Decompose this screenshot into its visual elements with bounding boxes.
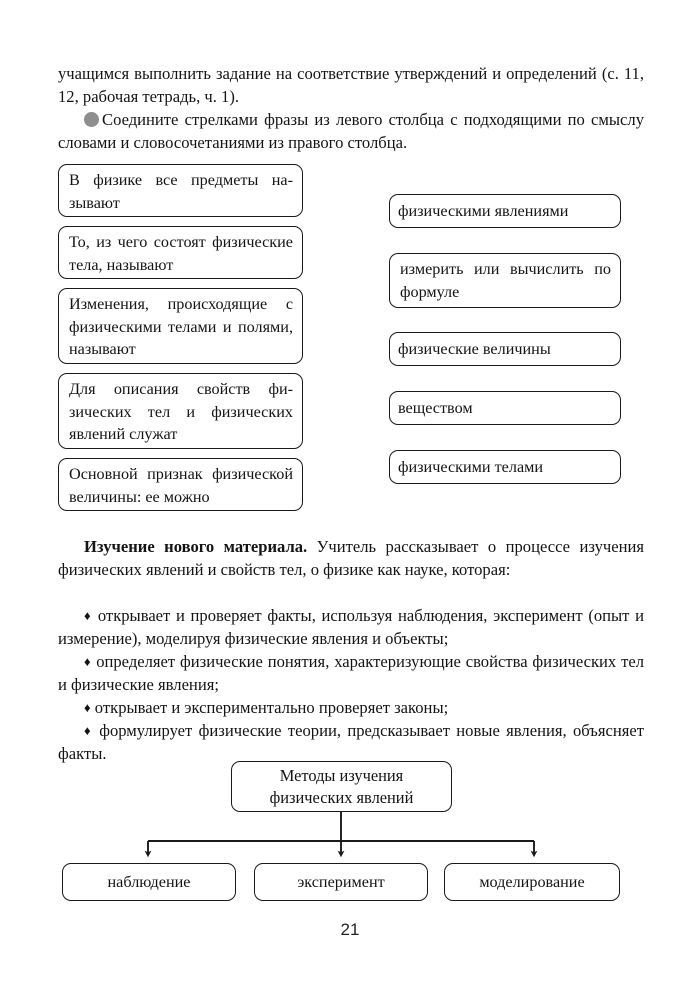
left-phrase-box-5[interactable]	[58, 458, 303, 511]
flowchart-child-label-2: эксперимент	[297, 872, 385, 891]
task-instruction-text: Соедините стрелками фразы из левого столбца с подходящими по смыслу словами и словосочетаниями из правого столбца.	[58, 110, 644, 152]
bullet-item-2	[58, 650, 644, 696]
intro-paragraph	[58, 62, 644, 108]
flowchart-root-box[interactable]	[231, 761, 452, 812]
flowchart-child-box-3[interactable]	[444, 863, 620, 901]
left-phrase-text-5: Основной признак физической величины: ее можно	[69, 465, 293, 506]
task-instruction-paragraph	[58, 108, 644, 154]
right-answer-box-5[interactable]	[389, 450, 621, 484]
page-number: 21	[340, 920, 360, 939]
lesson-intro-paragraph	[58, 535, 644, 581]
right-answer-box-4[interactable]	[389, 391, 621, 425]
task-instruction-block	[58, 108, 644, 154]
left-phrase-text-1: В физике все предметы называют	[69, 171, 293, 212]
bullet-item-1	[58, 604, 644, 650]
left-phrase-box-2[interactable]	[58, 226, 303, 279]
methods-flowchart	[0, 755, 700, 915]
right-answer-box-1[interactable]	[389, 194, 621, 228]
diamond-bullet-icon-3: ♦	[84, 700, 91, 715]
flowchart-child-box-2[interactable]	[254, 863, 428, 901]
diamond-bullet-icon-2: ♦	[84, 654, 92, 669]
continuation-paragraph-text: учащимся выполнить задание на соответствие утверждений и определений (с. 11, 12, рабочая тетрадь, ч. 1).	[58, 64, 644, 106]
flowchart-root-label: Методы изучения физических явлений	[269, 765, 414, 807]
bullet-item-3	[58, 696, 644, 719]
lesson-heading: Изучение нового материала.	[84, 537, 308, 556]
right-answer-box-3[interactable]	[389, 332, 621, 366]
diamond-bullet-icon-1: ♦	[84, 608, 93, 623]
right-answer-text-2: измерить или вычислить по формуле	[400, 260, 611, 301]
right-answer-box-2[interactable]	[389, 253, 621, 308]
left-phrase-text-4: Для описания свойств физических тел и физических явлений служат	[69, 380, 293, 443]
bullet-text-4: формулирует физические теории, предсказывает новые явления, объясняет факты.	[58, 721, 644, 763]
right-answer-text-5: физическими телами	[398, 457, 544, 476]
diamond-bullet-icon-4: ♦	[84, 723, 93, 738]
right-answer-text-3: физические величины	[398, 339, 551, 358]
lesson-lead-text: Учитель рассказывает о процессе изучения физических явлений и свойств тел, о физике как науке, которая:	[58, 537, 644, 579]
filled-circle-bullet-icon	[84, 112, 99, 127]
left-phrase-box-1[interactable]	[58, 164, 303, 217]
bullet-text-3: открывает и экспериментально проверяет законы;	[94, 698, 449, 717]
bullet-text-2: определяет физические понятия, характеризующие свойства физических тел и физические явления;	[58, 652, 644, 694]
left-phrase-box-4[interactable]	[58, 373, 303, 449]
right-answer-text-4: веществом	[398, 398, 473, 417]
left-phrase-text-2: То, из чего состоят физические тела, называют	[69, 233, 293, 274]
left-phrase-text-3: Изменения, происходящие с физическими телами и полями, называют	[69, 295, 293, 358]
bullet-text-1: открывает и проверяет факты, используя наблюдения, эксперимент (опыт и измерение), моделируя физические явления и объекты;	[58, 606, 644, 648]
lesson-intro-block	[58, 535, 644, 581]
flowchart-child-label-3: моделирование	[479, 872, 585, 891]
right-answer-text-1: физическими явлениями	[398, 201, 569, 220]
left-phrase-box-3[interactable]	[58, 288, 303, 364]
flowchart-child-box-1[interactable]	[62, 863, 236, 901]
flowchart-child-label-1: наблюдение	[107, 872, 191, 891]
